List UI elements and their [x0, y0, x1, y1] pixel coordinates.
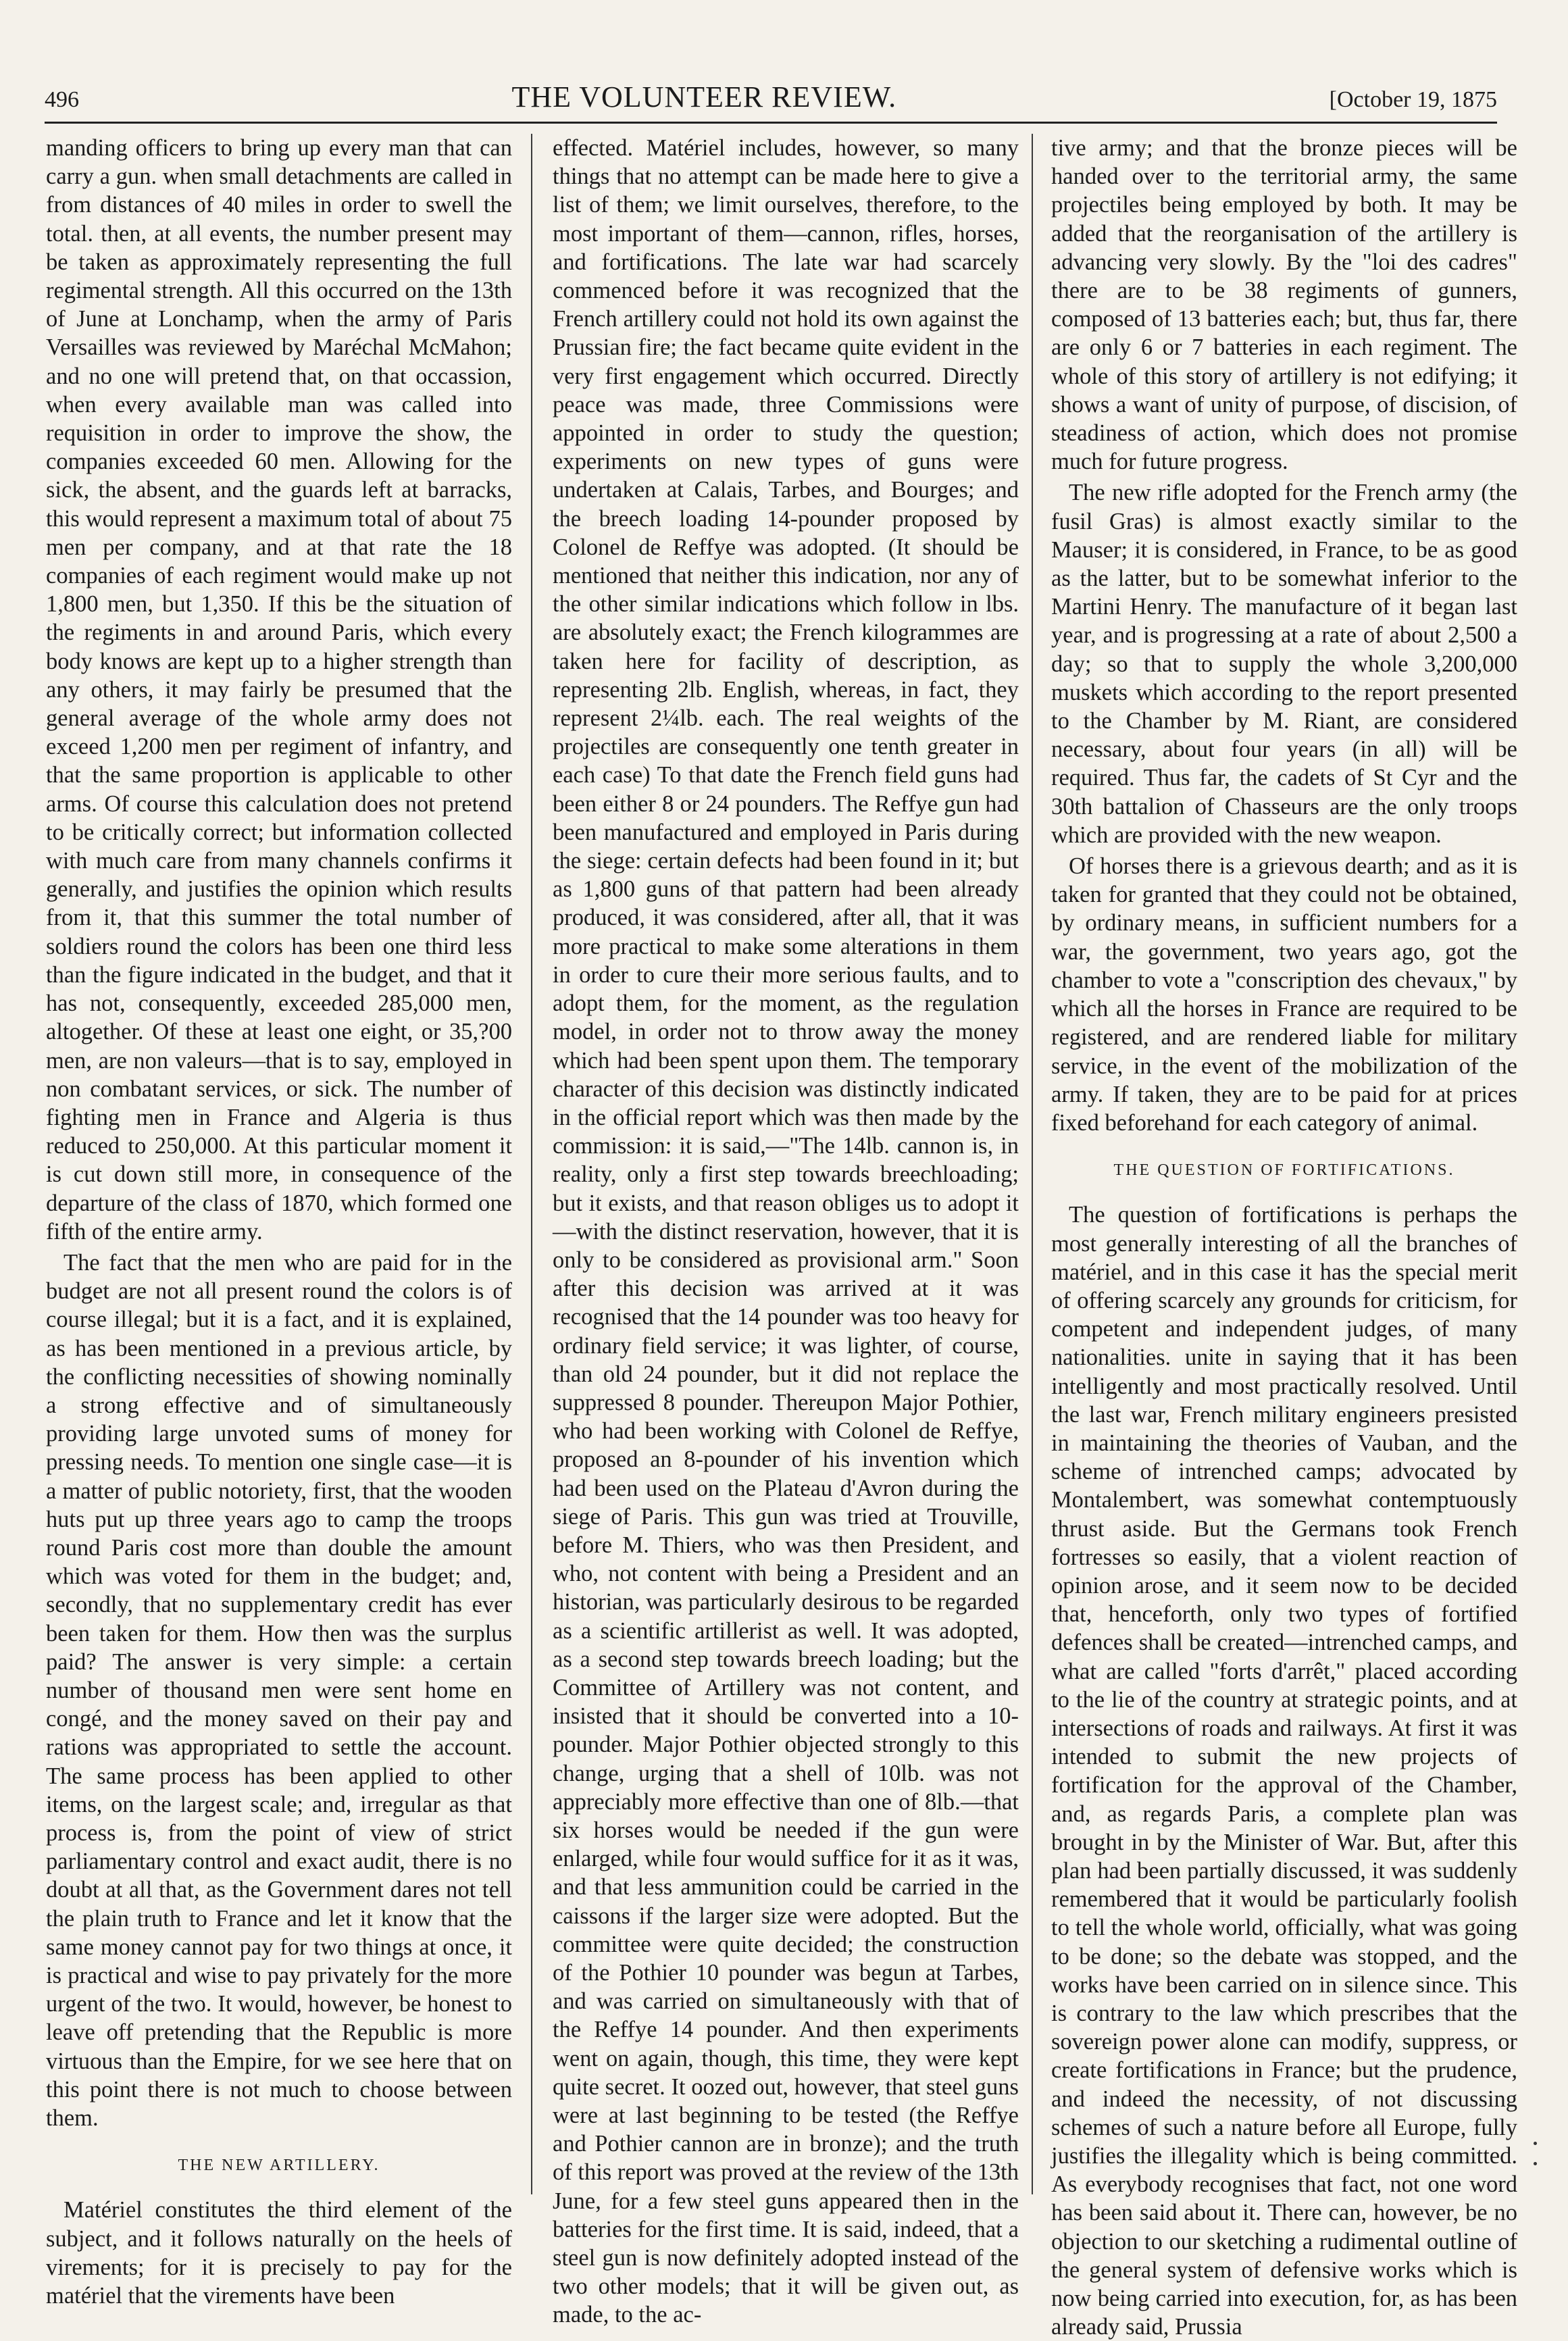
page-number: 496 [45, 87, 79, 112]
masthead-title: THE VOLUNTEER REVIEW. [511, 80, 897, 114]
paragraph: effected. Matériel includes, however, so many things that no attempt can be made here to give a list of them; we limit ourselves, therefore, to the most important of them—cannon, rifles, horses, and fortifications. The late war had scarcely commenced before it was recognized that the French artillery could not hold its own against the Prussian fire; the fact became quite evident in the very first engagement which occurred. Directly peace was made, three Commissions were appointed in order to study the question; experiments on new types of guns were undertaken at Calais, Tarbes, and Bourges; and the breech loading 14-pounder proposed by Colonel de Reffye was adopted. (It should be mentioned that neither this indication, nor any of the other similar indications which follow in lbs. are absolutely exact; the French kilogrammes are taken here for facility of description, as representing 2lb. English, whereas, in fact, they represent 2¼lb. each. The real weights of the projectiles are consequently one tenth greater in each case) To that date the French field guns had been either 8 or 24 pounders. The Reffye gun had been manufactured and employed in Paris during the siege: certain defects had been found in it; but as 1,800 guns of that pattern had been already produced, it was considered, after all, that it was more practical to make some alterations in them in order to cure their more serious faults, and to adopt them, for the moment, as the regulation model, in order not to throw away the money which had been spent upon them. The temporary character of this decision was distinctly indicated in the official report which was then made by the commission: it is said,—"The 14lb. cannon is, in reality, only a first step towards breechloading; but it exists, and that reason obliges us to adopt it—with the distinct reservation, however, that it is only to be considered as provisional arm." Soon after this decision was arrived at it was recognised that the 14 pounder was too heavy for ordinary field service; it was lighter, of course, than old 24 pounder, but it did not replace the suppressed 8 pounder. Thereupon Major Pothier, who had been working with Colonel de Reffye, proposed an 8-pounder of his invention which had been used on the Plateau d'Avron during the siege of Paris. This gun was tried at Trouville, before M. Thiers, who was then President, and who, not content with being a President and an historian, was particularly desirous to be regarded as a scientific artillerist as well. It was adopted, as a second step towards breech loading; but the Committee of Artillery was not content, and insisted that it should be converted into a 10-pounder. Major Pothier objected strongly to this change, urging that a shell of 10lb. was not appreciably more effective than one of 8lb.—that six horses would be needed if the gun were enlarged, while four would suffice for it as it was, and that less ammunition could be carried in the caissons if the larger size were adopted. But the committee were quite decided; the construction of the Pothier 10 pounder was begun at Tarbes, and was carried on simultaneously with that of the Reffye 14 pounder. And then experiments went on again, though, this time, they were kept quite secret. It oozed out, however, that steel guns were at last beginning to be tested (the Reffye and Pothier cannon are in bronze); and the truth of this report was proved at the review of the 13th June, for a few steel guns appeared then in the batteries for the first time. It is said, indeed, that a steel gun is now definitely adopted instead of the two other models; that it will be given out, as made, to the ac- [553, 135, 1019, 2328]
paragraph: The question of fortifications is perhaps the most generally interesting of all the branches of matériel, and in this case it has the special merit of offering scarcely any grounds for criticism, for competent and independent judges, of many nationalities. unite in saying that it has been intelligently and most practically resolved. Until the last war, French military engineers presisted in maintaining the theories of Vauban, and the scheme of intrenched camps; advocated by Montalembert, was somewhat contemptuously thrust aside. But the Germans took French fortresses so easily, that a violent reaction of opinion arose, and it seem now to be decided that, henceforth, only two types of fortified defences shall be created—intrenched camps, and what are called "forts d'arrêt," placed according to the lie of the country at strategic points, and at intersections of roads and railways. At first it was intended to submit the new projects of fortification for the approval of the Chamber, and, as regards Paris, a complete plan was brought in by the Minister of War. But, after this plan had been partially discussed, it was suddenly remembered that it would be particularly foolish to tell the whole world, officially, what was going to be done; so the debate was stopped, and the works have been carried on in silence since. This is contrary to the law which prescribes that the sovereign power alone can modify, suppress, or create fortifications in France; but the prudence, and indeed the necessity, of not discussing schemes of such a nature before all Europe, fully justifies the illegality which is being committed. As everybody recognises that fact, not one word has been said about it. There can, however, be no objection to our sketching a rudimental outline of the general system of defensive works which is now being carried into execution, for, as has been already said, Prussia [1051, 1202, 1517, 2340]
paragraph: tive army; and that the bronze pieces will be handed over to the territorial army, the same projectiles being employed by both. It may be added that the reorganisation of the artillery is advancing very slowly. By the "loi des cadres" there are to be 38 regiments of gunners, composed of 13 batteries each; but, thus far, there are only 6 or 7 batteries in each regiment. The whole of this story of artillery is not edifying; it shows a want of unity of purpose, of discision, of steadiness of action, which does not promise much for future progress. [1051, 135, 1517, 475]
print-speck [1534, 2162, 1537, 2165]
section-heading-fortifications: THE QUESTION OF FORTIFICATIONS. [1113, 1161, 1455, 1180]
column-divider [531, 134, 532, 2194]
article-column-3 [1051, 134, 1517, 2340]
paragraph: The fact that the men who are paid for in the budget are not all present round the colors is of course illegal; but it is a fact, and it is explained, as has been mentioned in a previous article, by the conflicting necessities of showing nominally a strong effective and of simultaneously providing large unvoted sums of money for pressing needs. To mention one single case—it is a matter of public notoriety, first, that the wooden huts put up three years ago to camp the troops round Paris cost more than double the amount which was voted for them in the budget; and, secondly, that no supplementary credit has ever been taken for them. How then was the surplus paid? The answer is very simple: a certain number of thousand men were sent home en congé, and the money saved on their pay and rations was appropriated to settle the account. The same process has been applied to other items, on the largest scale; and, irregular as that process is, from the point of view of strict parliamentary control and exact audit, there is no doubt at all that, as the Government dares not tell the plain truth to France and let it know that the same money cannot pay for two things at once, it is practical and wise to pay privately for the more urgent of the two. It would, however, be honest to leave off pretending that the Republic is more virtuous than the Empire, for we see here that on this point there is not much to choose between them. [46, 1249, 512, 2132]
paragraph: manding officers to bring up every man that can carry a gun. when small detachments are called in from distances of 40 miles in order to swell the total. then, at all events, the number present may be taken as approximately representing the full regimental strength. All this occurred on the 13th of June at Lonchamp, when the army of Paris Versailles was reviewed by Maréchal McMahon; and no one will pretend that, on that occassion, when every available man was called into requisition in order to improve the show, the companies exceeded 60 men. Allowing for the sick, the absent, and the guards left at barracks, this would represent a maximum total of about 75 men per company, and at that rate the 18 companies of each regiment would make up not 1,800 men, but 1,350. If this be the situation of the regiments in and around Paris, which every body knows are kept up to a higher strength than any others, it may fairly be presumed that the general average of the whole army does not exceed 1,200 men per regiment of infantry, and that the same proportion is applicable to other arms. Of course this calculation does not pretend to be critically correct; but information collected with much care from many channels confirms it generally, and justifies the opinion which results from it, that this summer the total number of soldiers round the colors has been one third less than the figure indicated in the budget, and that it has not, consequently, exceeded 285,000 men, altogether. Of these at least one eight, or 35,?00 men, are non valeurs—that is to say, employed in non combatant services, or sick. The number of fighting men in France and Algeria is thus reduced to 250,000. At this particular moment it is cut down still more, in consequence of the departure of the class of 1870, which formed one fifth of the entire army. [46, 135, 512, 1244]
section-heading-new-artillery: THE NEW ARTILLERY. [178, 2157, 380, 2175]
paragraph: The new rifle adopted for the French army (the fusil Gras) is almost exactly similar to the Mauser; it is considered, in France, to be as good as the latter, but to be somewhat inferior to the Martini Henry. The manufacture of it began last year, and is progressing at a rate of about 2,500 a day; so that to supply the whole 3,200,000 muskets which according to the report presented to the Chamber by M. Riant, are considered necessary, about four years (in all) will be required. Thus far, the cadets of St Cyr and the 30th battalion of Chasseurs are the only troops which are provided with the new weapon. [1051, 480, 1517, 848]
issue-date: [October 19, 1875 [1329, 87, 1497, 112]
column-divider [1032, 134, 1033, 2194]
page-header [45, 80, 1497, 124]
paragraph: Matériel constitutes the third element of the subject, and it follows naturally on the heels of virements; for it is precisely to pay for the matériel that the virements have been [46, 2197, 512, 2309]
article-column-2 [553, 134, 1019, 2328]
article-column-1 [46, 134, 512, 2309]
paragraph: Of horses there is a grievous dearth; and as it is taken for granted that they could not be obtained, by ordinary means, in sufficient numbers for a war, the government, two years ago, got the chamber to vote a "conscription des chevaux," by which all the horses in France are required to be registered, and are rendered liable for military service, in the event of the mobilization of the army. If taken, they are to be paid for at prices fixed beforehand for each category of animal. [1051, 853, 1517, 1136]
print-speck [1534, 2142, 1537, 2145]
